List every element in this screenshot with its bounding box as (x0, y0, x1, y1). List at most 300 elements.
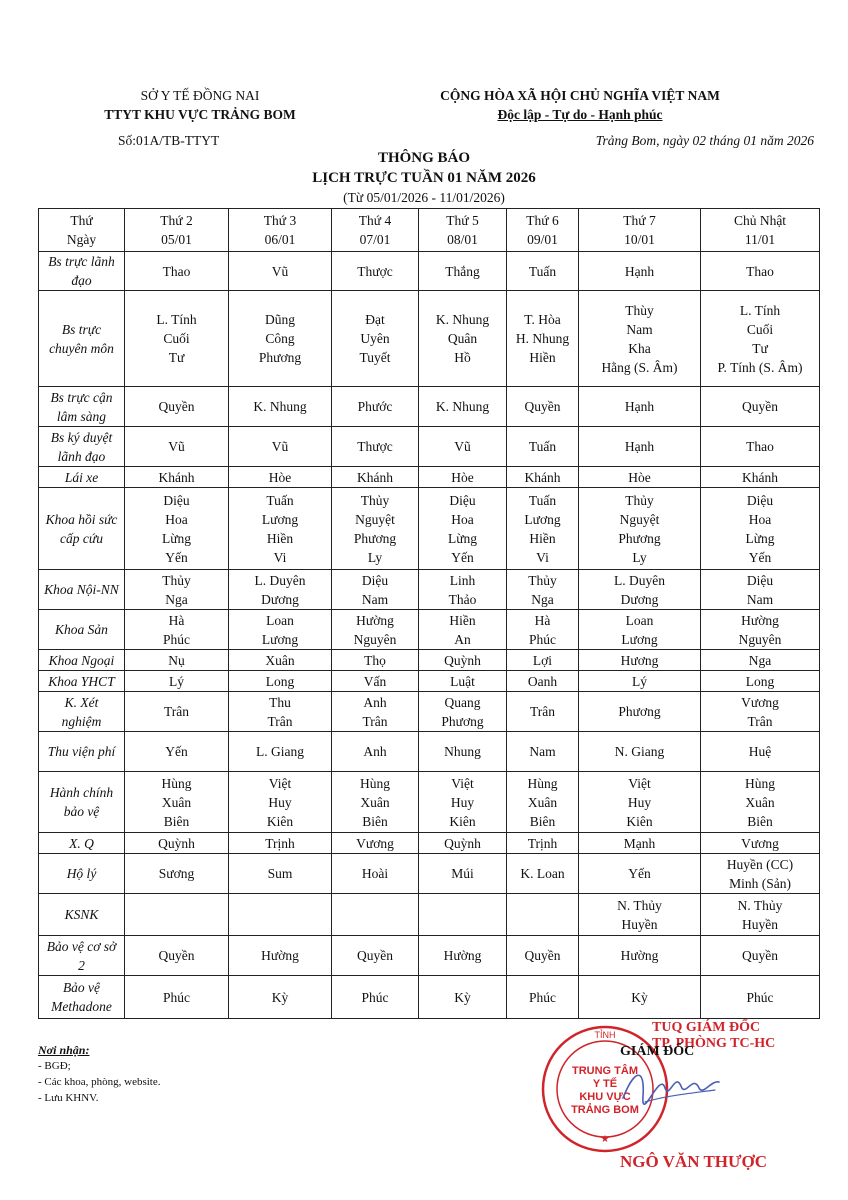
cell-line: Bs trực lãnh (48, 254, 115, 269)
table-cell (332, 650, 419, 671)
cell-line: Yến (165, 744, 188, 759)
cell-line: Thu viện phí (47, 744, 116, 759)
handwritten-signature (615, 1058, 725, 1118)
cell-line: K. Loan (520, 866, 565, 881)
cell-line: Xuân (360, 794, 390, 810)
cell-line: Trân (267, 713, 293, 729)
table-cell (579, 671, 701, 692)
cell-line: Khánh (524, 469, 561, 485)
table-cell (579, 650, 701, 671)
cell-line: Xuân (527, 794, 558, 810)
cell-line: Hộ lý (66, 866, 97, 881)
document-number: Số:01A/TB-TTYT (118, 133, 220, 148)
table-row (39, 570, 820, 610)
cell-line: Hùng (161, 775, 192, 791)
table-cell (229, 894, 332, 936)
cell-line: Vi (536, 549, 549, 565)
cell-line: Khoa YHCT (48, 673, 115, 689)
table-cell (125, 976, 229, 1019)
table-cell (332, 894, 419, 936)
cell-line: Nam (746, 591, 774, 607)
table-cell (419, 650, 507, 671)
cell-line: Việt (628, 775, 651, 791)
cell-line: Kỳ (454, 989, 471, 1005)
cell-line: Dương (261, 591, 299, 607)
cell-line: Phương (618, 530, 661, 546)
cell-line: Trân (529, 704, 555, 719)
cell-line: Ly (632, 549, 647, 565)
table-cell (507, 772, 579, 833)
department-head-label: TP. PHÒNG TC-HC (652, 1036, 776, 1051)
table-cell (332, 732, 419, 772)
table-cell (419, 610, 507, 650)
cell-line: Việt (451, 775, 474, 791)
cell-line: L. Giang (256, 744, 304, 759)
row-label (39, 610, 125, 650)
cell-line: 10/01 (624, 232, 655, 247)
cell-line: Bs ký duyệt (50, 429, 113, 445)
table-cell (579, 976, 701, 1019)
seal-text-1: TRUNG TÂM (572, 1065, 638, 1077)
table-cell (579, 427, 701, 467)
cell-line: Phúc (529, 989, 556, 1005)
table-cell (332, 671, 419, 692)
cell-line: Yến (748, 549, 772, 565)
cell-line: Quyền (742, 948, 778, 963)
cell-line: Trân (747, 713, 773, 729)
table-cell (229, 570, 332, 610)
cell-line: Phúc (163, 989, 190, 1005)
table-cell (419, 467, 507, 488)
table-row (39, 387, 820, 427)
recipients (38, 1042, 161, 1106)
cell-line: Thắng (445, 263, 480, 279)
cell-line: Luật (450, 673, 475, 689)
cell-line: Hoài (361, 866, 389, 881)
table-cell (332, 387, 419, 427)
cell-line: Huệ (748, 744, 772, 759)
cell-line: Phúc (529, 631, 556, 647)
cell-line: Hùng (745, 775, 775, 791)
table-cell (579, 833, 701, 854)
row-label (39, 252, 125, 291)
table-cell (507, 427, 579, 467)
table-cell (701, 488, 820, 570)
cell-line: Hạnh (624, 399, 655, 414)
table-row (39, 692, 820, 732)
cell-line: Quang (444, 694, 481, 710)
table-cell (332, 692, 419, 732)
cell-line: Hằng (S. Âm) (601, 359, 678, 375)
table-cell (579, 387, 701, 427)
cell-line: Vũ (168, 439, 185, 454)
cell-line: Việt (268, 775, 292, 791)
cell-line: K. Nhung (435, 312, 490, 327)
cell-line: Múi (451, 866, 474, 881)
table-row (39, 854, 820, 894)
recipient-item: - Các khoa, phòng, website. (38, 1076, 161, 1088)
row-label (39, 570, 125, 610)
cell-line: Kiên (266, 813, 294, 829)
cell-line: Tuấn (528, 439, 557, 454)
table-cell (579, 732, 701, 772)
table-cell (419, 488, 507, 570)
table-cell (419, 854, 507, 894)
table-cell (507, 692, 579, 732)
cell-line: Long (265, 673, 295, 689)
cell-line: Phước (357, 399, 393, 414)
cell-line: Khánh (742, 469, 778, 485)
table-cell (579, 488, 701, 570)
table-cell (507, 650, 579, 671)
table-cell (419, 936, 507, 976)
table-cell (125, 936, 229, 976)
day-header (419, 209, 507, 252)
table-row (39, 936, 820, 976)
table-cell (419, 772, 507, 833)
table-cell (125, 671, 229, 692)
table-cell (125, 427, 229, 467)
table-cell (229, 976, 332, 1019)
cell-line: Hoa (451, 511, 474, 527)
table-cell (701, 833, 820, 854)
cell-line: Huyền (742, 916, 778, 932)
cell-line: Vương (741, 694, 779, 710)
cell-line: Khoa Ngoại (48, 652, 115, 668)
table-cell (229, 692, 332, 732)
row-label (39, 488, 125, 570)
table-cell (701, 570, 820, 610)
table-cell (701, 936, 820, 976)
table-cell (507, 570, 579, 610)
cell-line: Huy (627, 794, 652, 810)
cell-line: Hiền (449, 612, 476, 628)
cell-line: Biên (529, 813, 556, 829)
table-cell (125, 291, 229, 387)
cell-line: Thủy (528, 572, 557, 588)
cell-line: Lương (621, 631, 658, 647)
table-cell (125, 610, 229, 650)
table-cell (419, 833, 507, 854)
cell-line: Hường (620, 948, 659, 963)
cell-line: Bs trực cận (50, 389, 113, 405)
cell-line: 09/01 (527, 232, 558, 247)
cell-line: Trân (362, 713, 388, 729)
agency-parent: SỞ Y TẾ ĐỒNG NAI (140, 88, 260, 103)
row-label (39, 671, 125, 692)
cell-line: L. Tính (739, 302, 781, 318)
table-cell (125, 252, 229, 291)
cell-line: Hùng (527, 775, 558, 791)
cell-line: Khoa Nội-NN (44, 582, 119, 597)
cell-line: Hòe (268, 469, 292, 485)
schedule-title: LỊCH TRỰC TUẦN 01 NĂM 2026 (312, 170, 536, 186)
row-label (39, 427, 125, 467)
row-label (39, 976, 125, 1019)
row-label (39, 467, 125, 488)
seal-text-3: KHU VỰC (579, 1091, 631, 1103)
cell-line: nghiệm (61, 713, 102, 729)
row-label (39, 650, 125, 671)
cell-line: Sương (158, 866, 195, 881)
cell-line: Tuấn (528, 263, 557, 279)
cell-line: Kiên (449, 813, 476, 829)
cell-line: cấp cứu (60, 530, 103, 546)
table-cell (419, 387, 507, 427)
cell-line: Tư (752, 340, 768, 356)
table-cell (507, 833, 579, 854)
cell-line: Quỳnh (444, 835, 481, 851)
national-motto (410, 86, 750, 124)
table-cell (579, 854, 701, 894)
cell-line: Nga (165, 591, 188, 607)
cell-line: Quyền (158, 948, 195, 963)
cell-line: Kỳ (631, 989, 648, 1005)
cell-line: Lương (261, 511, 299, 527)
cell-line: 08/01 (447, 232, 478, 247)
table-cell (579, 936, 701, 976)
table-cell (332, 976, 419, 1019)
cell-line: Hòe (451, 469, 474, 485)
table-row (39, 650, 820, 671)
row-label (39, 936, 125, 976)
table-cell (229, 650, 332, 671)
row-label (39, 387, 125, 427)
cell-line: Hùng (360, 775, 390, 791)
notice-title: THÔNG BÁO (377, 150, 471, 166)
cell-line: L. Duyên (254, 572, 306, 588)
cell-line: N. Thủy (737, 897, 783, 913)
cell-line: Diệu (361, 572, 389, 588)
cell-line: Thược (357, 439, 393, 454)
cell-line: Quyền (524, 399, 561, 414)
cell-line: Kha (628, 340, 651, 356)
cell-line: Ly (367, 549, 383, 565)
cell-line: Khoa hồi sức (45, 511, 118, 527)
cell-line: Xuân (745, 794, 775, 810)
cell-line: Nam (626, 321, 653, 337)
place-date: Trảng Bom, ngày 02 tháng 01 năm 2026 (595, 133, 814, 148)
cell-line: Yến (451, 549, 474, 565)
table-cell (419, 671, 507, 692)
day-header (579, 209, 701, 252)
table-cell (229, 427, 332, 467)
cell-line: Quỳnh (158, 835, 195, 851)
cell-line: lãnh đạo (57, 448, 106, 464)
cell-line: Thùy (625, 302, 654, 318)
table-cell (419, 692, 507, 732)
cell-line: Bảo vệ (62, 980, 101, 995)
table-cell (419, 252, 507, 291)
cell-line: Vũ (271, 439, 289, 454)
table-cell (701, 671, 820, 692)
table-cell (332, 833, 419, 854)
cell-line: lâm sàng (56, 408, 107, 424)
cell-line: Phương (258, 350, 302, 365)
cell-line: Hường (261, 948, 299, 963)
cell-line: Biên (163, 813, 190, 829)
cell-line: Kỳ (271, 989, 289, 1005)
cell-line: Thứ 7 (623, 213, 656, 228)
cell-line: Yến (628, 866, 651, 881)
cell-line: Phương (441, 713, 484, 729)
tuq-label: TUQ GIÁM ĐỐC (652, 1020, 761, 1035)
cell-line: Nguyên (353, 631, 397, 647)
cell-line: Thứ 3 (263, 213, 297, 228)
table-cell (332, 854, 419, 894)
cell-line: Yến (165, 549, 188, 565)
table-cell (229, 936, 332, 976)
cell-line: KSNK (64, 907, 99, 922)
cell-line: Kiên (626, 813, 653, 829)
table-cell (229, 854, 332, 894)
table-cell (701, 252, 820, 291)
table-row (39, 772, 820, 833)
table-cell (229, 732, 332, 772)
table-cell (229, 833, 332, 854)
table-cell (507, 732, 579, 772)
table-row (39, 610, 820, 650)
cell-line: đạo (71, 273, 92, 288)
cell-line: 06/01 (264, 232, 296, 247)
table-cell (229, 252, 332, 291)
cell-line: Chủ Nhật (733, 213, 787, 228)
cell-line: Hòe (628, 469, 651, 485)
cell-line: Linh (449, 572, 476, 588)
cell-line: N. Giang (614, 744, 665, 759)
cell-line: Anh (363, 744, 387, 759)
cell-line: Dương (620, 591, 659, 607)
seal-top-text: TỈNH (594, 1030, 616, 1040)
cell-line: Hoa (748, 511, 772, 527)
cell-line: Hiền (529, 530, 556, 546)
table-cell (507, 467, 579, 488)
cell-line: Lừng (447, 530, 478, 546)
table-cell (579, 467, 701, 488)
cell-line: Huy (450, 794, 475, 810)
cell-line: Vũ (454, 439, 471, 454)
cell-line: Minh (Sản) (729, 875, 791, 891)
table-cell (125, 772, 229, 833)
cell-line: Quyền (524, 948, 561, 963)
cell-line: Biên (747, 813, 773, 829)
seal-text-4: TRẢNG BOM (571, 1104, 639, 1116)
table-cell (332, 467, 419, 488)
cell-line: Trịnh (265, 835, 295, 851)
cell-line: Vũ (271, 263, 289, 279)
cell-line: Thủy (625, 492, 654, 508)
table-row (39, 833, 820, 854)
cell-line: Huy (268, 794, 292, 810)
cell-line: 07/01 (359, 232, 391, 247)
row-label (39, 732, 125, 772)
cell-line: Bảo vệ cơ sở (46, 938, 117, 954)
table-row (39, 976, 820, 1019)
cell-line: Trân (163, 704, 189, 719)
cell-line: Tư (168, 350, 185, 365)
table-cell (125, 650, 229, 671)
cell-line: Vương (741, 835, 779, 851)
table-cell (701, 976, 820, 1019)
table-cell (229, 387, 332, 427)
table-cell (125, 387, 229, 427)
cell-line: Thứ (70, 213, 93, 228)
cell-line: chuyên môn (49, 340, 114, 356)
cell-line: Dũng (265, 312, 295, 327)
cell-line: Thược (357, 263, 393, 279)
table-cell (332, 427, 419, 467)
cell-line: Xuân (265, 652, 295, 668)
table-cell (229, 291, 332, 387)
cell-line: Xuân (161, 794, 192, 810)
table-cell (579, 772, 701, 833)
table-cell (419, 732, 507, 772)
cell-line: Khánh (158, 469, 195, 485)
table-cell (229, 467, 332, 488)
table-row (39, 488, 820, 570)
table-cell (507, 252, 579, 291)
table-cell (332, 936, 419, 976)
table-cell (701, 772, 820, 833)
cell-line: Phương (353, 530, 397, 546)
table-cell (419, 894, 507, 936)
cell-line: Nụ (168, 652, 185, 668)
table-cell (507, 387, 579, 427)
table-cell (507, 488, 579, 570)
cell-line: Phúc (361, 989, 389, 1005)
cell-line: Phúc (163, 631, 190, 647)
table-cell (419, 291, 507, 387)
cell-line: K. Xét (64, 694, 99, 710)
table-cell (579, 894, 701, 936)
cell-line: 11/01 (744, 232, 776, 247)
day-header (125, 209, 229, 252)
cell-line: Hành chính (49, 785, 114, 800)
cell-line: Nguyên (738, 631, 782, 647)
table-cell (701, 732, 820, 772)
table-cell (507, 894, 579, 936)
cell-line: Diệu (163, 492, 190, 508)
cell-line: Hạnh (624, 439, 655, 454)
motto: Độc lập - Tự do - Hạnh phúc (497, 107, 663, 122)
cell-line: Hường (443, 948, 482, 963)
cell-line: Methadone (51, 999, 112, 1014)
cell-line: Tuyết (359, 350, 391, 365)
cell-line: K. Nhung (435, 399, 490, 414)
signature-stroke (623, 1075, 719, 1104)
day-header (507, 209, 579, 252)
table-cell (579, 692, 701, 732)
table-cell (125, 732, 229, 772)
seal-star-icon: ★ (600, 1134, 610, 1145)
cell-line: Nguyệt (619, 511, 660, 527)
table-cell (125, 467, 229, 488)
cell-line: Loan (266, 612, 294, 628)
day-header (332, 209, 419, 252)
table-cell (701, 610, 820, 650)
cell-line: Thứ 4 (358, 213, 392, 228)
cell-line: Hường (741, 612, 779, 628)
cell-line: P. Tính (S. Âm) (717, 359, 803, 375)
director-label: GIÁM ĐỐC (620, 1044, 695, 1059)
cell-line: Thảo (448, 591, 477, 607)
row-label (39, 692, 125, 732)
cell-line: Hồ (454, 350, 471, 365)
cell-line: Thứ 6 (526, 213, 559, 228)
table-cell (579, 291, 701, 387)
cell-line: Thao (162, 263, 191, 279)
cell-line: Hà (168, 612, 185, 628)
